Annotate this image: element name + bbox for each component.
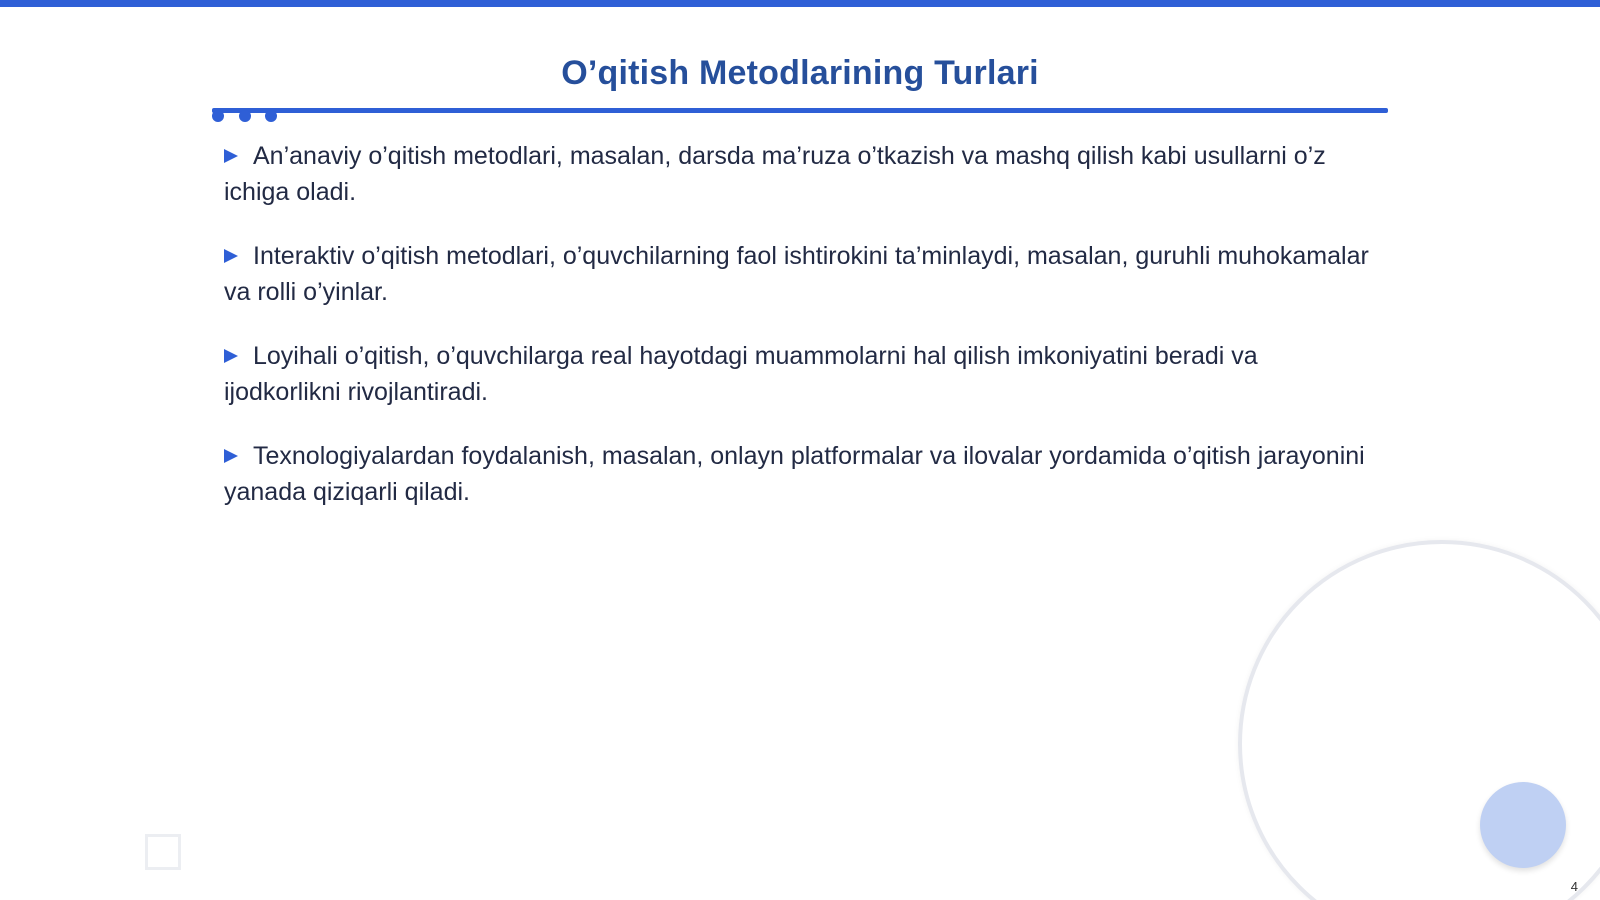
bullet-item	[224, 438, 1374, 510]
decorative-dot	[239, 110, 251, 122]
title-underline	[212, 108, 1388, 113]
bullet-text: Interaktiv o’qitish metodlari, o’quvchilarning faol ishtirokini ta’minlaydi, masalan, guruhli muhokamalar va rolli o’yinlar.	[224, 242, 1369, 306]
slide-title: O’qitish Metodlarining Turlari	[561, 54, 1039, 92]
decorative-circle-filled	[1480, 782, 1566, 868]
decorative-dot	[212, 110, 224, 122]
bullet-list	[224, 138, 1374, 538]
bullet-text: Texnologiyalardan foydalanish, masalan, onlayn platformalar va ilovalar yordamida o’qitish jarayonini yanada qiziqarli qiladi.	[224, 442, 1365, 506]
page-number: 4	[1570, 879, 1578, 894]
triangle-right-icon	[224, 349, 238, 363]
decorative-dot	[265, 110, 277, 122]
bullet-item	[224, 238, 1374, 310]
triangle-right-icon	[224, 449, 238, 463]
triangle-right-icon	[224, 249, 238, 263]
bullet-item	[224, 138, 1374, 210]
decorative-square	[145, 834, 181, 870]
bullet-item	[224, 338, 1374, 410]
triangle-right-icon	[224, 149, 238, 163]
bullet-text: An’anaviy o’qitish metodlari, masalan, darsda ma’ruza o’tkazish va mashq qilish kabi usullarni o’z ichiga oladi.	[224, 142, 1326, 206]
bullet-text: Loyihali o’qitish, o’quvchilarga real hayotdagi muammolarni hal qilish imkoniyatini beradi va ijodkorlikni rivojlantiradi.	[224, 342, 1258, 406]
top-accent-bar	[0, 0, 1600, 7]
